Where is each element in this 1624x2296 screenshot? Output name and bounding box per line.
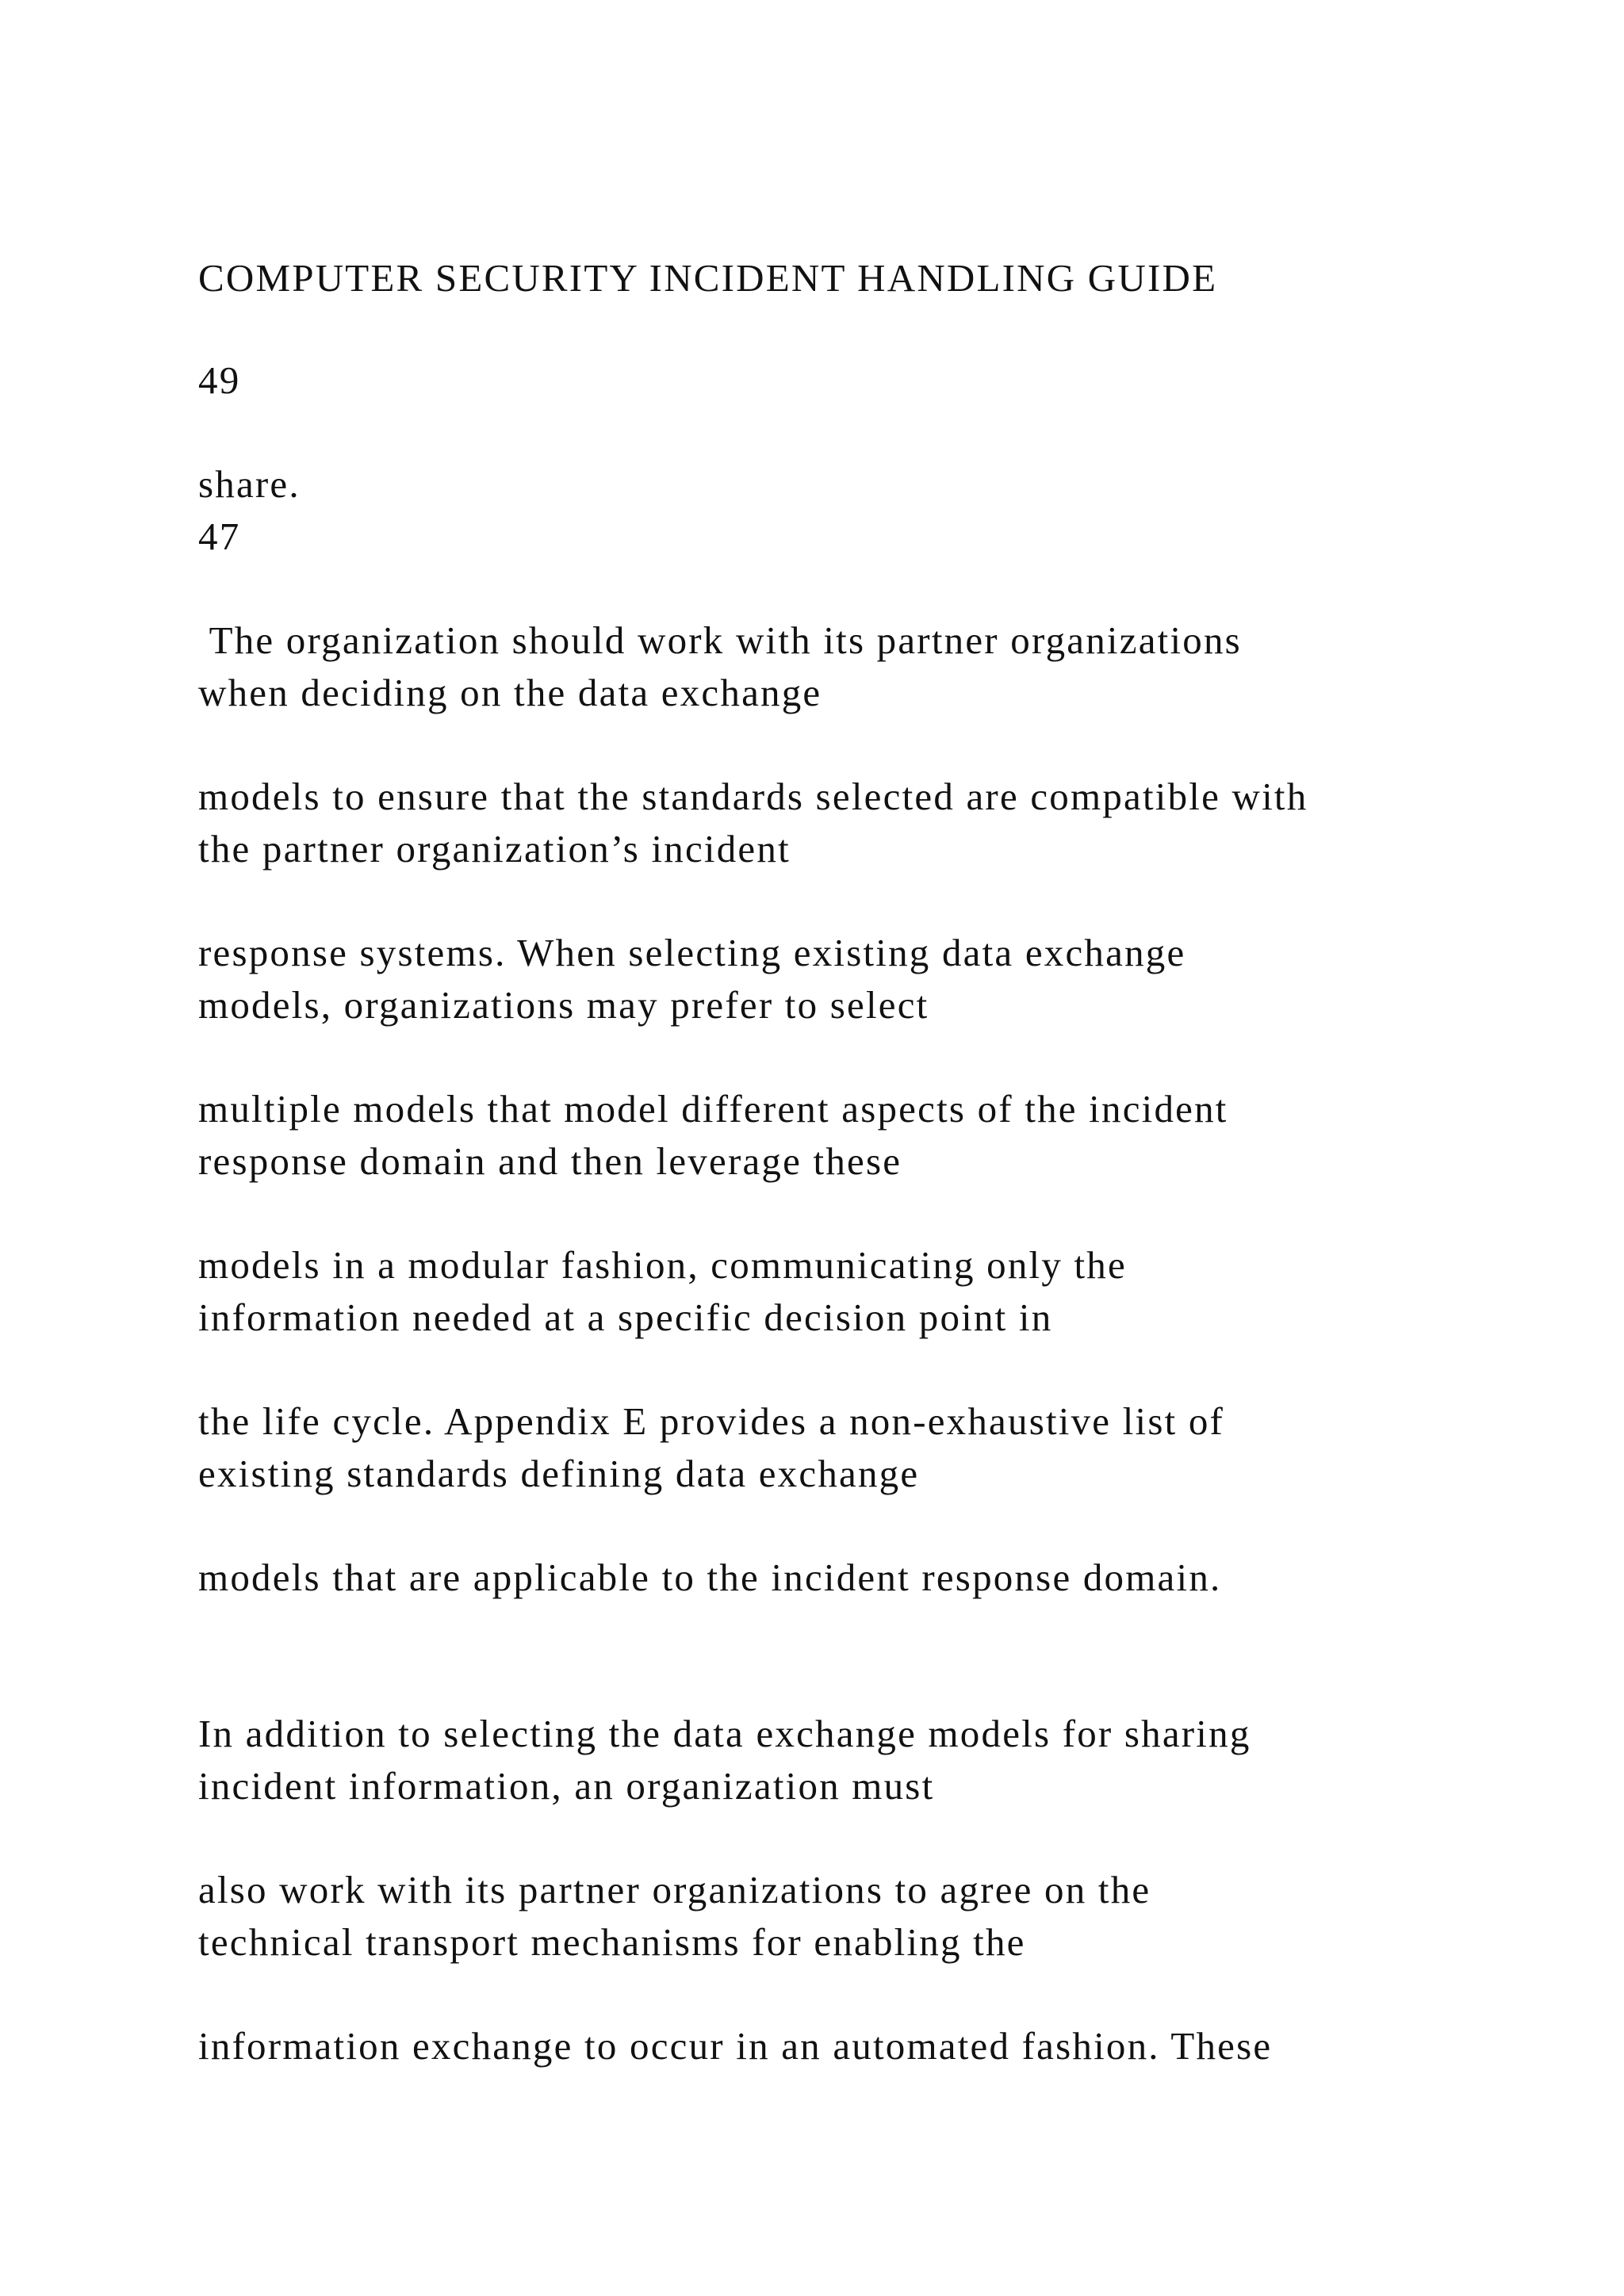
body-line: the partner organization’s incident [198, 827, 791, 871]
body-line: when deciding on the data exchange [198, 671, 822, 714]
body-line: models that are applicable to the incident response domain. [198, 1556, 1222, 1599]
body-line: incident information, an organization must [198, 1764, 935, 1808]
body-line: multiple models that model different aspects of the incident [198, 1087, 1228, 1131]
body-line: information exchange to occur in an automated fashion. These [198, 2024, 1273, 2068]
page-number: 49 [198, 358, 241, 402]
body-line: The organization should work with its partner organizations [198, 618, 1242, 662]
body-line: response domain and then leverage these [198, 1139, 902, 1183]
body-line: information needed at a specific decision point in [198, 1295, 1053, 1339]
fragment-text: share. [198, 462, 301, 506]
body-line: models to ensure that the standards selected are compatible with [198, 775, 1308, 818]
body-line: technical transport mechanisms for enabling the [198, 1920, 1026, 1964]
body-line: response systems. When selecting existing data exchange [198, 931, 1186, 974]
footnote-ref: 47 [198, 515, 241, 558]
body-line: In addition to selecting the data exchange models for sharing [198, 1712, 1251, 1755]
body-line: the life cycle. Appendix E provides a non-exhaustive list of [198, 1399, 1225, 1443]
body-line: models, organizations may prefer to select [198, 983, 929, 1027]
document-header: COMPUTER SECURITY INCIDENT HANDLING GUIDE [198, 256, 1218, 300]
body-line: existing standards defining data exchange [198, 1452, 920, 1495]
body-line: also work with its partner organizations to agree on the [198, 1868, 1151, 1911]
body-line: models in a modular fashion, communicating only the [198, 1243, 1127, 1287]
